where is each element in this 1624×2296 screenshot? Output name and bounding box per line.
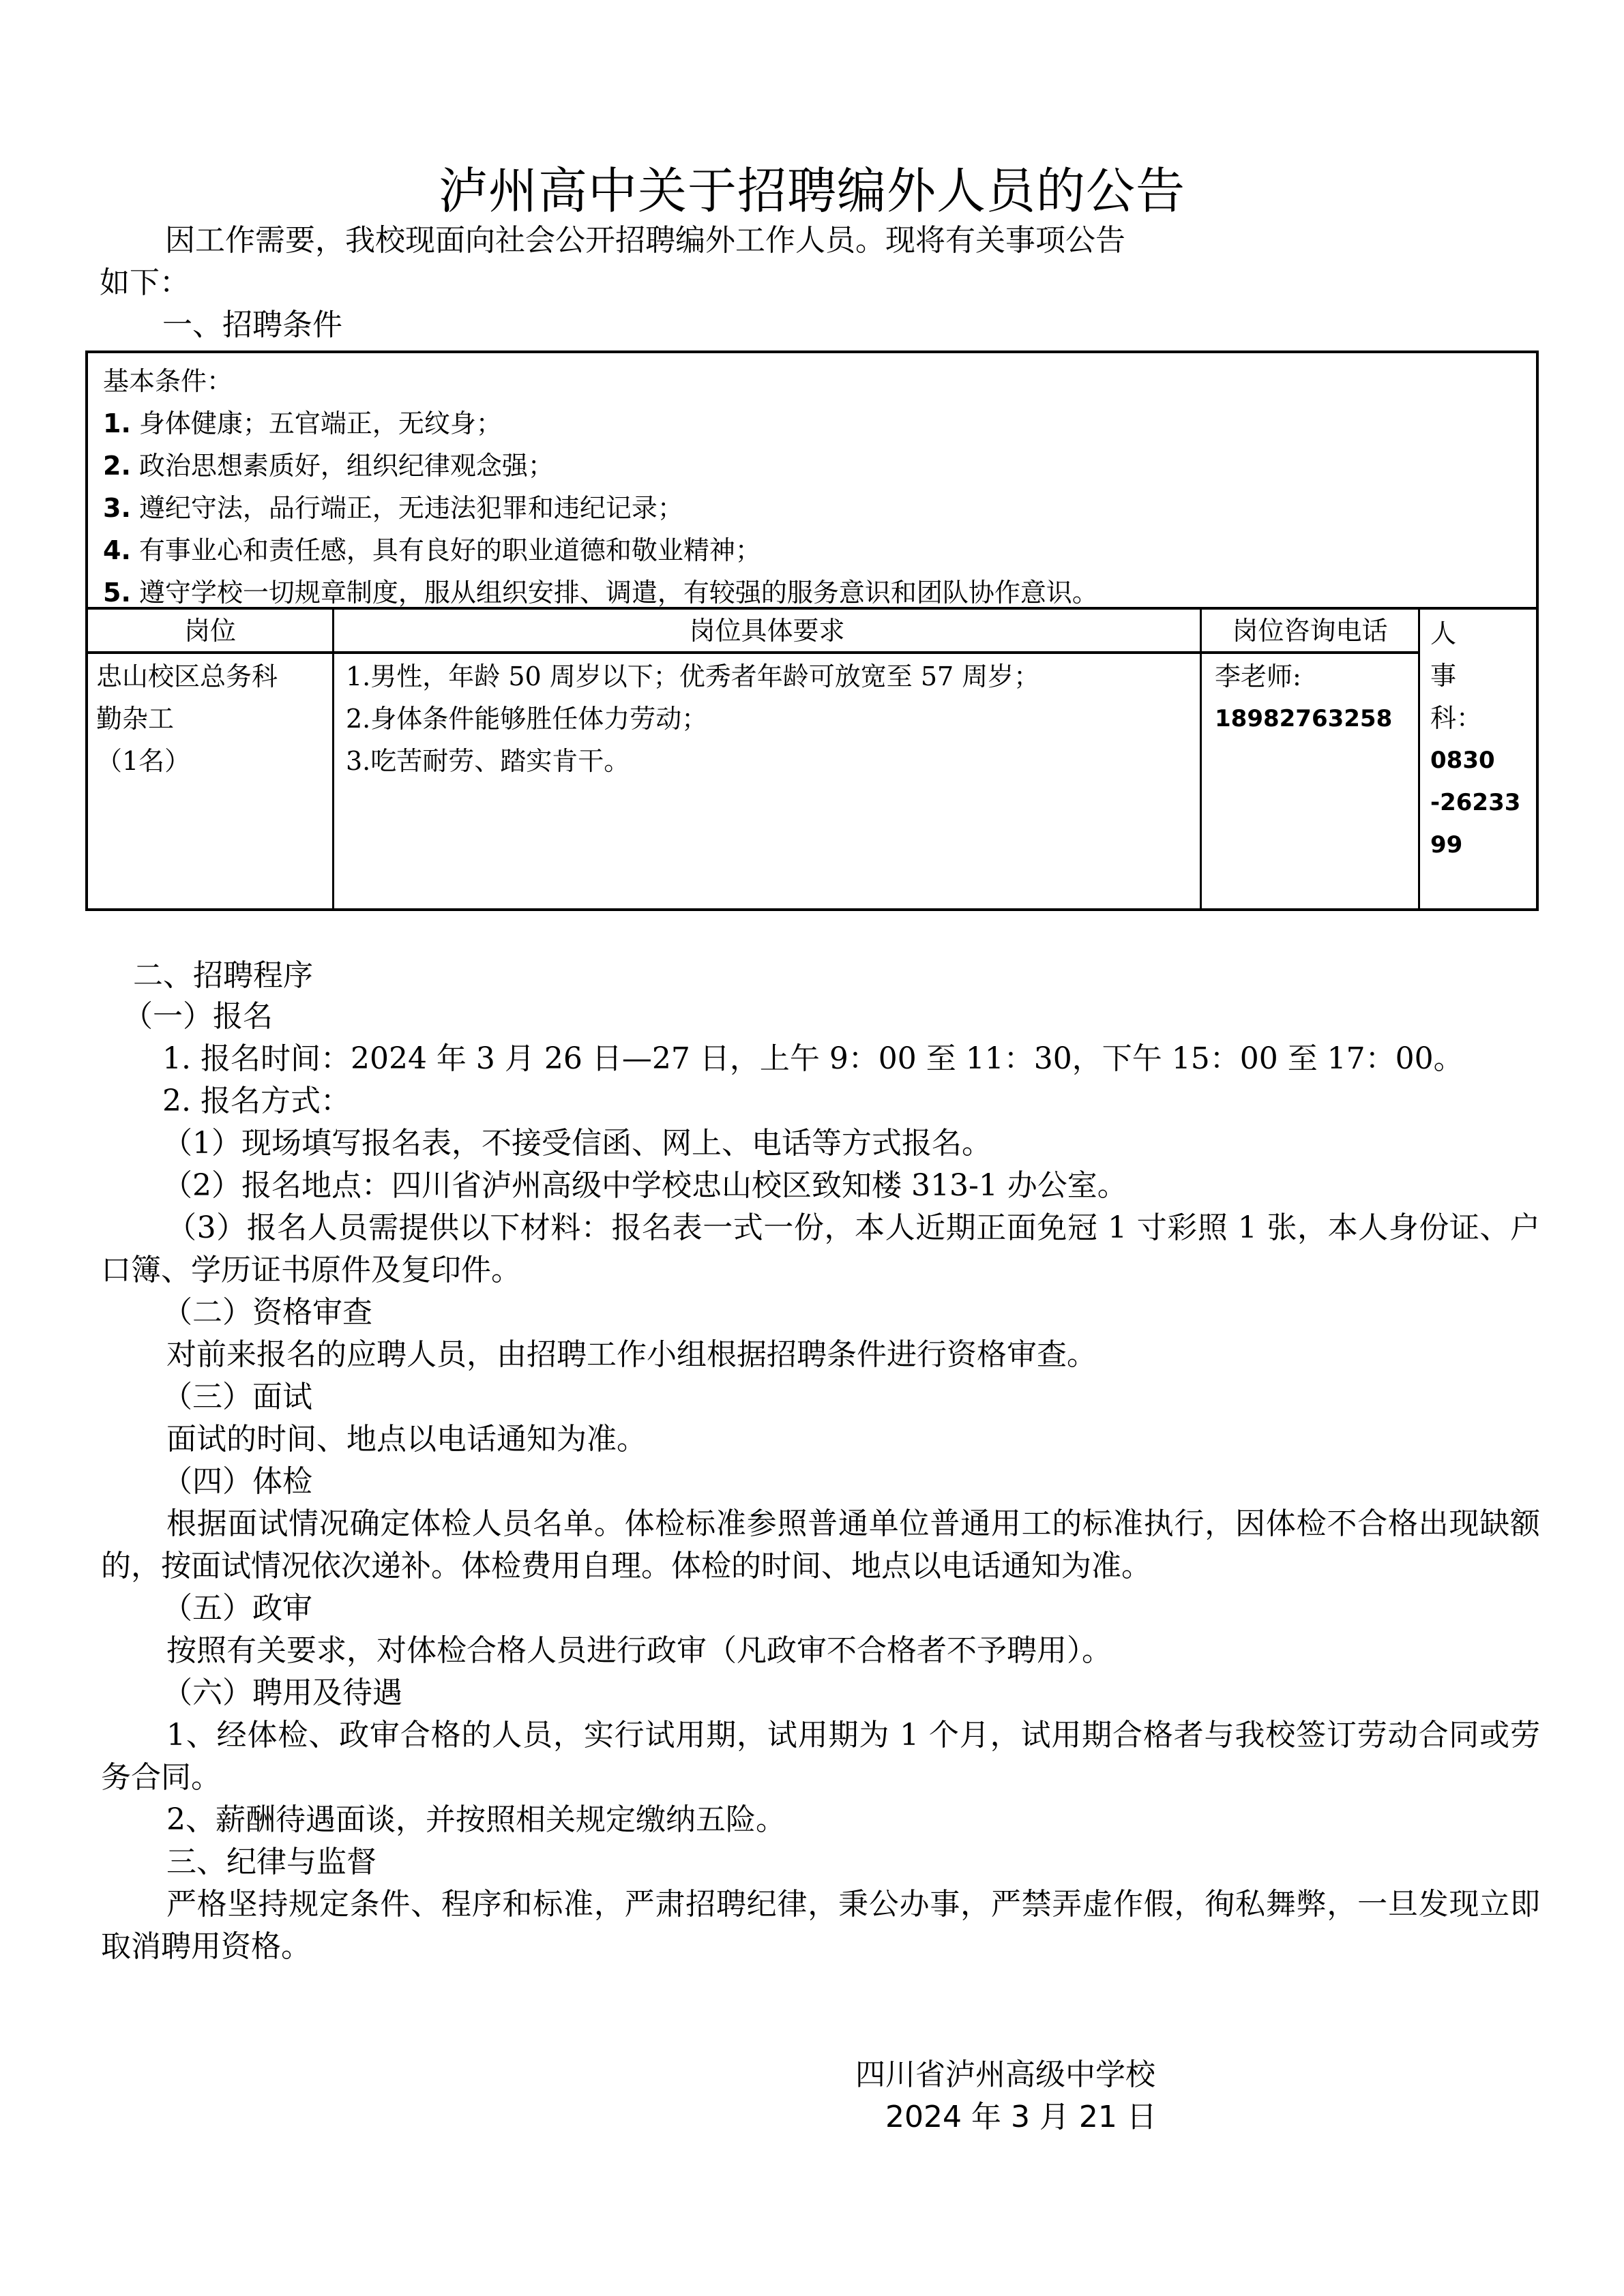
employment-text-2: 2、薪酬待遇面谈，并按照相关规定缴纳五险。	[166, 1802, 786, 1837]
signup-time: 1. 报名时间：2024 年 3 月 26 日—27 日，上午 9：00 至 11：30，下午 15：00 至 17：00。	[162, 1041, 1464, 1076]
table-divider	[332, 610, 334, 911]
intro-line-2: 如下：	[100, 265, 190, 300]
basic-condition-item: 1. 身体健康；五官端正，无纹身；	[103, 408, 502, 438]
medical-text: 根据面试情况确定体检人员名单。体检标准参照普通单位普通用工的标准执行，因体检不合格出现缺额的，按面试情况依次递补。体检费用自理。体检的时间、地点以电话通知为准。	[101, 1506, 1540, 1583]
signup-method-2: （2）报名地点：四川省泸州高级中学校忠山校区致知楼 313-1 办公室。	[162, 1168, 1127, 1203]
sub-heading-interview: （三）面试	[162, 1380, 312, 1414]
header-requirements: 岗位具体要求	[689, 616, 845, 646]
basic-conditions-heading: 基本条件：	[103, 366, 233, 396]
contact-cell	[1215, 655, 1416, 740]
interview-text: 面试的时间、地点以电话通知为准。	[166, 1422, 647, 1457]
discipline-text: 严格坚持规定条件、程序和标准，严肃招聘纪律，秉公办事，严禁弄虚作假，徇私舞弊，一旦发现立即取消聘用资格。	[101, 1887, 1540, 1964]
sub-heading-employment: （六）聘用及待遇	[162, 1675, 402, 1710]
table-divider	[1418, 610, 1420, 911]
hr-contact-cell: 人 事 科： 0830 -26233 99	[1430, 618, 1521, 859]
table-divider	[1200, 610, 1202, 911]
requirement-item: 2.身体条件能够胜任体力劳动；	[346, 704, 708, 734]
position-cell: 忠山校区总务科 勤杂工 （1名）	[96, 661, 278, 776]
section1-heading: 一、招聘条件	[162, 308, 342, 342]
sub-heading-political: （五）政审	[162, 1591, 312, 1626]
sub-heading-medical: （四）体检	[162, 1464, 312, 1499]
section2-heading: 二、招聘程序	[133, 958, 313, 993]
sub-heading-qualification: （二）资格审查	[162, 1295, 372, 1330]
table-divider	[88, 651, 1418, 654]
contact-phone: 18982763258	[1215, 705, 1393, 732]
sub-heading-signup: （一）报名	[123, 999, 273, 1034]
basic-condition-item: 2. 政治思想素质好，组织纪律观念强；	[103, 451, 554, 481]
header-phone: 岗位咨询电话	[1232, 616, 1388, 646]
requirement-item: 3.吃苦耐劳、踏实肯干。	[346, 746, 630, 776]
signup-method-1: （1）现场填写报名表，不接受信函、网上、电话等方式报名。	[162, 1126, 992, 1161]
contact-name: 李老师:	[1215, 661, 1301, 691]
signup-method-3: （3）报名人员需提供以下材料：报名表一式一份，本人近期正面免冠 1 寸彩照 1 张，本人身份证、户口簿、学历证书原件及复印件。	[101, 1210, 1540, 1287]
basic-conditions	[88, 353, 1536, 610]
basic-condition-item: 3. 遵纪守法，品行端正，无违法犯罪和违纪记录；	[103, 493, 683, 523]
political-text: 按照有关要求，对体检合格人员进行政审（凡政审不合格者不予聘用）。	[166, 1633, 1112, 1668]
section3-heading: 三、纪律与监督	[166, 1845, 377, 1879]
header-position: 岗位	[183, 616, 236, 646]
signature-date: 2024 年 3 月 21 日	[885, 2100, 1157, 2134]
qualification-text: 对前来报名的应聘人员，由招聘工作小组根据招聘条件进行资格审查。	[166, 1337, 1097, 1372]
recruitment-table	[85, 351, 1539, 911]
requirements-cell	[346, 655, 1198, 782]
signature-org: 四川省泸州高级中学校	[855, 2057, 1155, 2092]
document-title: 泸州高中关于招聘编外人员的公告	[438, 162, 1185, 220]
employment-text-1: 1、经体检、政审合格的人员，实行试用期，试用期为 1 个月，试用期合格者与我校签订劳动合同或劳务合同。	[101, 1718, 1540, 1795]
basic-condition-item: 4. 有事业心和责任感，具有良好的职业道德和敬业精神；	[103, 535, 761, 565]
requirement-item: 1.男性，年龄 50 周岁以下；优秀者年龄可放宽至 57 周岁；	[346, 661, 1040, 691]
signup-method: 2. 报名方式：	[162, 1084, 351, 1118]
intro-line-1: 因工作需要，我校现面向社会公开招聘编外工作人员。现将有关事项公告	[165, 223, 1125, 258]
basic-condition-item: 5. 遵守学校一切规章制度，服从组织安排、调遣，有较强的服务意识和团队协作意识。	[103, 578, 1098, 608]
